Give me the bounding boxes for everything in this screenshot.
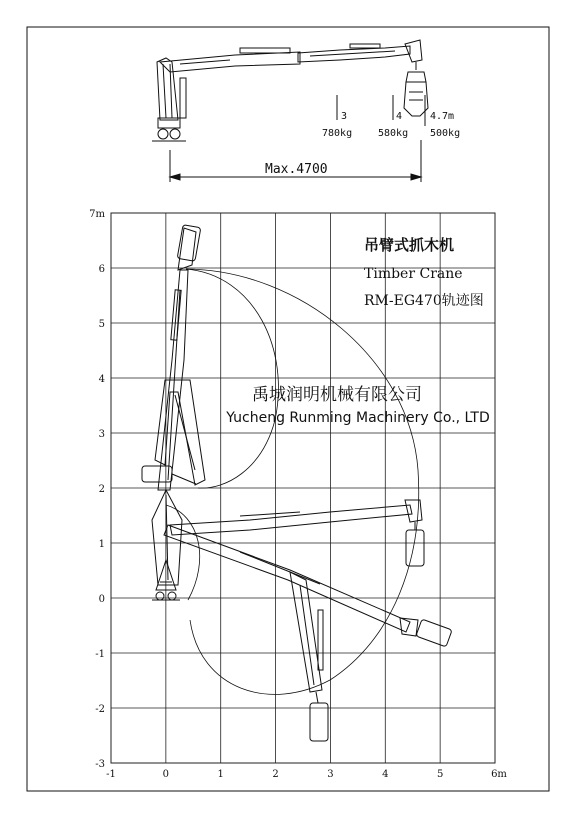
x-tick-label: -1 [106, 769, 116, 780]
grapple-diagonal [416, 619, 452, 647]
y-tick-label: 5 [98, 319, 105, 330]
y-tick-label: -1 [95, 649, 105, 660]
page-border [27, 27, 549, 791]
x-tick-label: 0 [162, 769, 170, 780]
mast-cylinder [180, 78, 186, 118]
pos3-load: 780kg [322, 128, 353, 139]
main-boom [160, 52, 300, 72]
company-name-cn: 禹城润明机械有限公司 [252, 385, 422, 405]
boom-cylinder [240, 48, 290, 53]
base-wheel-left [158, 129, 168, 139]
top-grapple [406, 72, 426, 82]
pos5-load: 500kg [430, 128, 461, 139]
inner-reach-arc-lower [166, 505, 200, 600]
grapple-horizontal [406, 530, 424, 566]
inner-reach-arc-upper [186, 269, 278, 488]
grid-boom-horizontal [170, 500, 424, 566]
y-tick-label: 4 [98, 374, 105, 385]
y-tick-label: 0 [98, 594, 105, 605]
y-tick-label: 2 [98, 484, 105, 495]
chart-title-model: RM-EG470轨迹图 [364, 293, 484, 309]
y-tick-label: -2 [95, 704, 105, 715]
grid-boom-down [290, 572, 328, 741]
y-tick-label: 3 [98, 429, 105, 440]
grapple-down [310, 703, 328, 741]
crane-mast [157, 58, 178, 120]
grapple-folded [142, 466, 172, 482]
y-tick-label: 6 [98, 264, 105, 275]
max-reach-label: Max.4700 [265, 162, 328, 177]
pos4-load: 580kg [378, 128, 409, 139]
x-tick-label: 6m [491, 769, 507, 780]
base-wheel-right [170, 129, 180, 139]
company-name-en: Yucheng Runming Machinery Co., LTD [226, 410, 490, 426]
boom-tip [405, 40, 422, 62]
pos4-number: 4 [396, 111, 403, 122]
pos5-number: 4.7m [430, 111, 455, 122]
x-tick-label: 1 [217, 769, 224, 780]
x-tick-label: 4 [382, 769, 389, 780]
grid-mast [152, 490, 182, 585]
extension-cylinder [350, 44, 380, 48]
pos3-number: 3 [341, 111, 348, 122]
x-tick-label: 5 [436, 769, 444, 780]
y-tick-label: -3 [95, 759, 105, 770]
chart-title-en: Timber Crane [364, 266, 463, 282]
y-tick-label: 1 [98, 539, 105, 550]
x-tick-label: 3 [327, 769, 334, 780]
top-crane-side-view [152, 40, 428, 141]
y-tick-label: 7m [89, 209, 105, 220]
grid-boom-up [158, 225, 201, 490]
chart-title-cn: 吊臂式抓木机 [364, 236, 455, 254]
x-tick-label: 2 [272, 769, 279, 780]
reach-arcs [166, 269, 419, 694]
